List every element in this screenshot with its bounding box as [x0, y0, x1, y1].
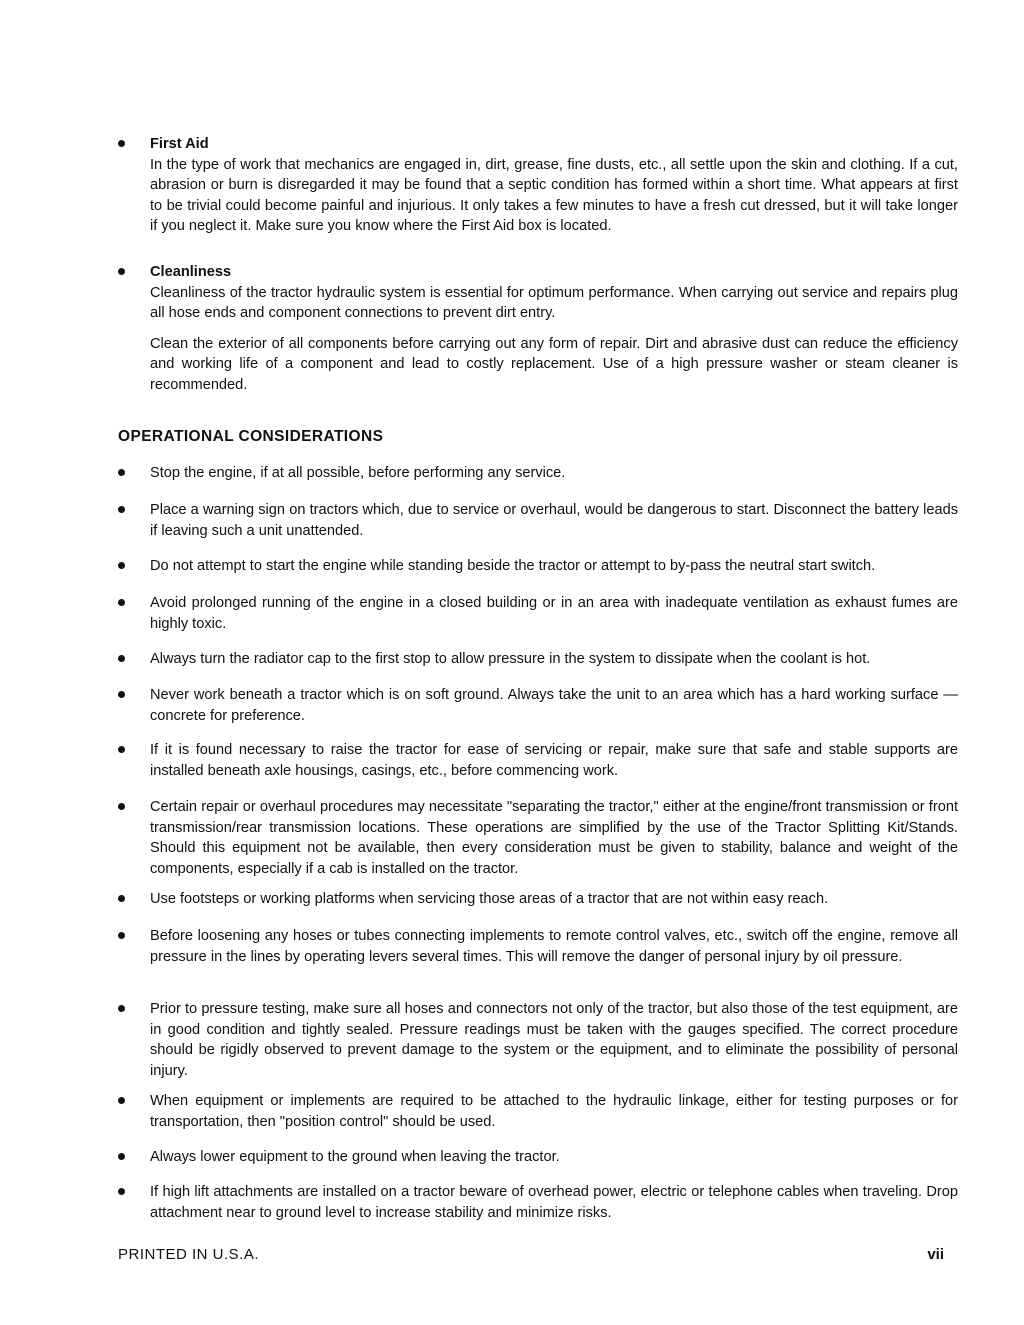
list-item-text: Place a warning sign on tractors which, due to service or overhaul, would be dangerous to start. Disconnect the battery leads if leaving such a unit unattended.	[150, 502, 958, 539]
bullet	[118, 506, 125, 513]
bullet	[118, 268, 125, 275]
list-item-text: Before loosening any hoses or tubes connecting implements to remote control valves, etc., switch off the engine, remove all pressure in the lines by operating levers several times. This will remove the danger of personal injury by oil pressure.	[150, 928, 958, 965]
bullet	[118, 1097, 125, 1104]
bullet	[118, 1153, 125, 1160]
list-item-text: Always turn the radiator cap to the first stop to allow pressure in the system to dissipate when the coolant is hot.	[150, 651, 871, 667]
bullet	[118, 599, 125, 606]
first-aid-text: In the type of work that mechanics are engaged in, dirt, grease, fine dusts, etc., all settle upon the skin and clothing. If a cut, abrasion or burn is disregarded it may be found that a septic condition has formed within a short time. What appears at first to be trivial could become painful and injurious. It only takes a few minutes to have a fresh cut dressed, but it will take longer if you neglect it. Make sure you know where the First Aid box is located.	[150, 156, 958, 234]
list-item-text: When equipment or implements are required to be attached to the hydraulic linkage, either for testing purposes or for transportation, then "position control" should be used.	[150, 1093, 958, 1130]
page-number: vii	[927, 1246, 944, 1263]
first-aid-title: First Aid	[150, 136, 209, 152]
bullet	[118, 562, 125, 569]
cleanliness-text-2: Clean the exterior of all components before carrying out any form of repair. Dirt and abrasive dust can reduce the efficiency and working life of a component and lead to costly replacement. Use of a high pressure washer or steam cleaner is recommended.	[150, 335, 958, 393]
list-item-text: Do not attempt to start the engine while standing beside the tractor or attempt to by-pass the neutral start switch.	[150, 558, 876, 574]
bullet	[118, 932, 125, 939]
list-item-text: Always lower equipment to the ground when leaving the tractor.	[150, 1149, 560, 1165]
bullet	[118, 803, 125, 810]
bullet	[118, 691, 125, 698]
bullet	[118, 469, 125, 476]
cleanliness-title: Cleanliness	[150, 264, 232, 280]
list-item-text: Never work beneath a tractor which is on soft ground. Always take the unit to an area which has a hard working surface — concrete for preference.	[150, 687, 958, 724]
list-item-text: Certain repair or overhaul procedures may necessitate "separating the tractor," either at the engine/front transmission or front transmission/rear transmission locations. These operations are simplified by the use of the Tractor Splitting Kit/Stands. Should this equipment not be available, then every consideration must be given to stability, balance and weight of the components, especially if a cab is installed on the tractor.	[150, 799, 958, 877]
cleanliness-text-1: Cleanliness of the tractor hydraulic system is essential for optimum performance. When carrying out service and repairs plug all hose ends and component connections to prevent dirt entry.	[150, 284, 958, 321]
list-item-text: Use footsteps or working platforms when servicing those areas of a tractor that are not within easy reach.	[150, 891, 829, 907]
list-item-text: If it is found necessary to raise the tractor for ease of servicing or repair, make sure that safe and stable supports are installed beneath axle housings, casings, etc., before commencing work.	[150, 742, 958, 779]
list-item-text: Avoid prolonged running of the engine in a closed building or in an area with inadequate ventilation as exhaust fumes are highly toxic.	[150, 595, 958, 632]
list-item-text: Prior to pressure testing, make sure all hoses and connectors not only of the tractor, but also those of the test equipment, are in good condition and tightly sealed. Pressure readings must be taken with the gauges specified. The correct procedure should be rigidly observed to prevent damage to the system or the equipment, and to eliminate the possibility of personal injury.	[150, 1001, 958, 1079]
printed-in-usa: PRINTED IN U.S.A.	[118, 1246, 260, 1263]
list-item-text: If high lift attachments are installed on a tractor beware of overhead power, electric or telephone cables when traveling. Drop attachment near to ground level to increase stability and minimize risks.	[150, 1184, 958, 1221]
bullet	[118, 895, 125, 902]
operational-heading: OPERATIONAL CONSIDERATIONS	[118, 428, 384, 445]
list-item-text: Stop the engine, if at all possible, before performing any service.	[150, 465, 566, 481]
bullet	[118, 1005, 125, 1012]
bullet	[118, 140, 125, 147]
bullet	[118, 1188, 125, 1195]
bullet	[118, 655, 125, 662]
bullet	[118, 746, 125, 753]
